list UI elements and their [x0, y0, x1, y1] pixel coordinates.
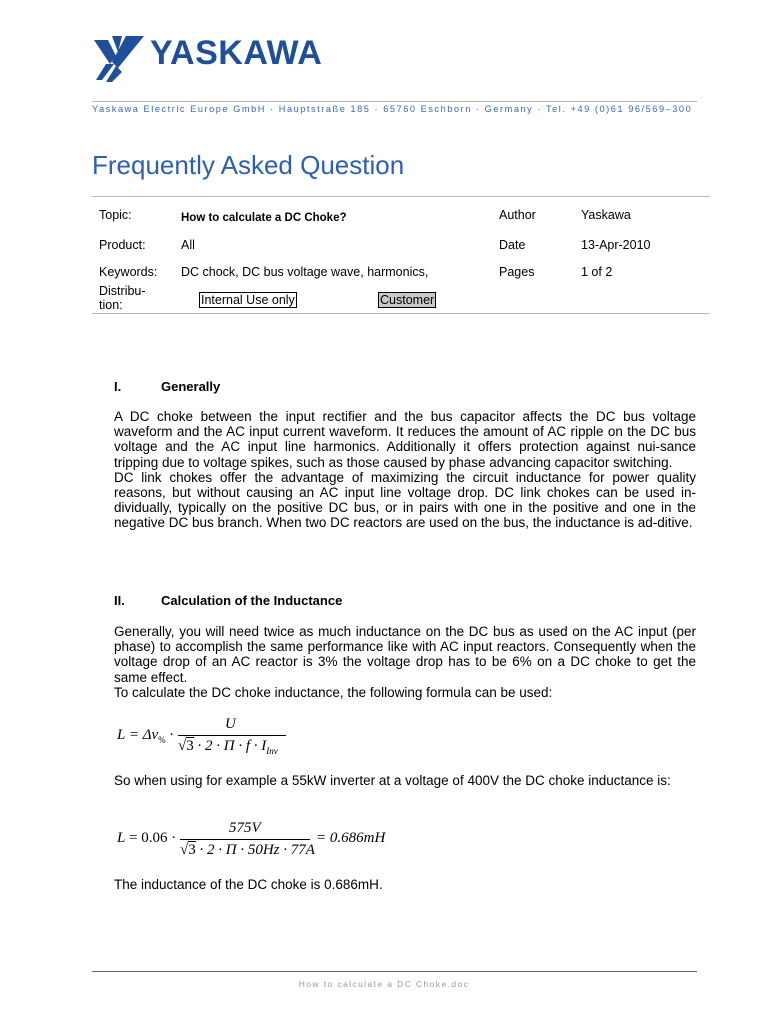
- distribution-label-line-1: Distribu-: [99, 284, 146, 298]
- section-1-title: Generally: [161, 379, 221, 394]
- meta-top-rule: [92, 196, 710, 197]
- formula-1-numerator: U: [225, 716, 236, 732]
- page-title: Frequently Asked Question: [92, 150, 405, 180]
- product-label: Product:: [99, 238, 146, 252]
- formula-1-lhs: $L = \Delta v_{\%}$ ·: [117, 727, 174, 745]
- section-2-paragraph: To calculate the DC choke inductance, the following formula can be used:: [114, 684, 553, 700]
- formula-2-numerator: 575V: [229, 820, 261, 836]
- formula-1-root: 3: [186, 738, 194, 754]
- date-label: Date: [499, 238, 526, 252]
- date-value: 13-Apr-2010: [581, 238, 651, 252]
- section-1-paragraph: A DC choke between the input rectifier and the bus capacitor affects the DC bus voltage waveform and the AC input current waveform. It reduces the amount of AC ripple on the DC bus voltage and the AC input line harmonics. Additionally it offers protection against nui-sance tripping due to voltage spikes, such as those caused by phase advancing capacitor switching.: [114, 409, 696, 470]
- section-2-title: Calculation of the Inductance: [161, 593, 343, 608]
- author-value: Yaskawa: [581, 208, 631, 222]
- footer-rule: [92, 971, 697, 972]
- keywords-value: DC chock, DC bus voltage wave, harmonics,: [181, 265, 429, 279]
- section-1-body: [114, 409, 696, 531]
- company-address: Yaskawa Electric Europe GmbH · Hauptstraße 185 · 65760 Eschborn · Germany · Tel. +49 (0)61 96/569–300: [92, 104, 693, 114]
- section-2-body: [114, 624, 696, 700]
- meta-bottom-rule: [92, 313, 710, 314]
- formula-1-denominator: $√3 \cdot 2 \cdot \Pi \cdot f \cdot I_{Inv}$: [178, 738, 278, 756]
- distribution-internal-option: Internal Use only: [201, 293, 295, 307]
- topic-label: Topic:: [99, 208, 132, 222]
- example-text: So when using for example a 55kW inverter at a voltage of 400V the DC choke inductance is:: [114, 773, 671, 788]
- formula-2-lhs: L = 0.06 ·: [117, 830, 177, 846]
- author-label: Author: [499, 208, 536, 222]
- formula-1-fraction-bar: [178, 735, 286, 736]
- distribution-customer-option: Customer: [380, 293, 435, 307]
- brand-name: YASKAWA: [150, 34, 323, 72]
- distribution-label-line-2: tion:: [99, 298, 123, 312]
- footer-filename: How to calculate a DC Choke.doc: [298, 979, 470, 989]
- conclusion-text: The inductance of the DC choke is 0.686mH.: [114, 877, 383, 892]
- keywords-label: Keywords:: [99, 265, 158, 279]
- pages-value: 1 of 2: [581, 265, 613, 279]
- formula-1-den-rest: · 2 · Π · f · I: [197, 738, 267, 754]
- topic-value: How to calculate a DC Choke?: [181, 212, 347, 224]
- formula-2-root: 3: [188, 842, 196, 858]
- formula-2-result: = 0.686mH: [316, 830, 386, 846]
- section-2-paragraph: Generally, you will need twice as much inductance on the DC bus as used on the AC input (per phase) to accomplish the same performance like with AC input reactors. Consequently when the voltage drop of an AC reactor is 3% the voltage drop has to be 6% on a DC choke to get the same effect.: [114, 624, 696, 685]
- formula-1-lhs-text: L = Δv: [117, 727, 159, 743]
- section-2-number: II.: [114, 593, 125, 608]
- pages-label: Pages: [499, 265, 535, 279]
- formula-2-fraction-bar: [180, 839, 310, 840]
- section-1-paragraph: DC link chokes offer the advantage of maximizing the circuit inductance for power quality reasons, but without causing an AC input line voltage drop. DC link chokes can be used in-dividually, typically on the positive DC bus, or in pairs with one in the positive and one in the negative DC bus branch. When two DC reactors are used on the bus, the inductance is ad-ditive.: [114, 469, 696, 531]
- distribution-label: [99, 284, 146, 312]
- formula-1-lhs-sub: %: [158, 735, 166, 745]
- formula-2-den-rest: · 2 · Π · 50Hz · 77A: [199, 842, 315, 858]
- header-rule: [92, 101, 697, 102]
- formula-1-den-sub: Inv: [266, 746, 278, 756]
- product-value: All: [181, 238, 195, 252]
- yaskawa-logo-icon: [92, 34, 144, 82]
- section-1-number: I.: [114, 379, 122, 394]
- formula-2-denominator: √3 · 2 · Π · 50Hz · 77A: [180, 842, 315, 858]
